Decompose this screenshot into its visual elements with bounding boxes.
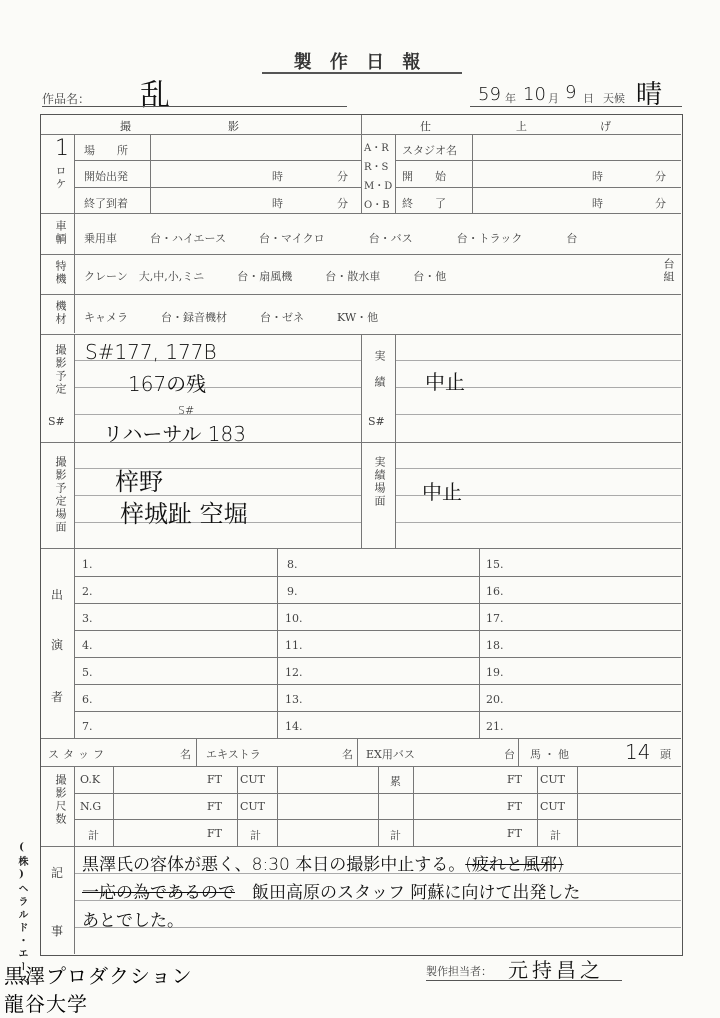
cast-10: 10. [285,612,303,625]
start-hour: 時 [272,170,283,183]
notes-line-1-text: 黒澤氏の容体が悪く、8:30 本日の撮影中止する。 [82,855,466,875]
place-line-2: 梓城趾 空堀 [120,500,248,528]
notes-line-1-struck: (疲れと風邪) [465,855,564,875]
special-label: 特機 [54,260,67,286]
year-value: 59 [478,84,501,105]
cum-ok-cut: CUT [540,773,566,786]
watermark-line-1: 黒澤プロダクション [4,964,193,988]
start2-minute: 分 [655,170,666,183]
cast-16: 16. [486,585,504,598]
equipment-items: キャメラ 台・録音機材 台・ゼネ KW・他 [84,311,379,324]
notes-line-2-text: 飯田高原のスタッフ 阿蘇に向けて出発した [252,883,581,903]
cast-1: 1. [82,558,93,571]
cast-5: 5. [82,666,93,679]
ars-2: R・S [364,162,389,173]
equipment-label: 機材 [54,300,67,326]
bus-label: EX用バス [366,748,415,761]
cast-14: 14. [285,720,303,733]
month-unit: 月 [548,92,559,105]
cum-ok-ft: FT [507,773,522,786]
notes-label-2: 事 [51,924,64,938]
cum-label: 累 [390,775,401,788]
staff-label: スタッフ [48,748,108,761]
cum-total-cut: 計 [550,829,561,842]
loc-number: 1 [55,136,69,161]
extra-unit: 名 [342,748,353,761]
cast-18: 18. [486,639,504,652]
start2-label: 開 始 [402,170,446,183]
horse-count: 14 [625,740,651,764]
bus-unit: 台 [504,748,515,761]
end-hour: 時 [272,197,283,210]
notes-line-2-struck: 一応の為であるので [82,883,235,903]
day-value: 9 [565,82,577,103]
notes-line-3: あとでした。 [82,911,184,931]
schedule-line-3: リハーサル 183 [103,422,246,446]
cast-12: 12. [285,666,303,679]
cast-19: 19. [486,666,504,679]
cast-label-1: 出 [51,588,64,602]
reporter-label: 製作担当者： [426,965,492,978]
weather-label: 天候 [603,92,625,105]
schedule-label: 撮影予定 [54,344,67,396]
actual-snum: S# [368,415,385,428]
notes-line-2 [82,878,580,903]
ng-cut: CUT [240,800,266,813]
cast-4: 4. [82,639,93,652]
actual-label: 実 績 [373,350,386,389]
cast-21: 21. [486,720,504,733]
extra-label: エキストラ [206,748,261,761]
cum-ng-ft: FT [507,800,522,813]
special-unit: 台組 [662,258,675,284]
end2-hour: 時 [592,197,603,210]
footage-label: 撮影尺数 [54,774,67,826]
ng-label: N.G [80,800,102,813]
schedule-line-3-sup: S# [178,404,195,417]
company-vertical: (株)ヘラルド・エース [16,842,27,987]
schedule-snum: S# [48,415,65,428]
watermark-line-2: 龍谷大学 [4,992,88,1016]
cast-label-3: 者 [51,690,64,704]
total-label: 計 [88,829,99,842]
start2-hour: 時 [592,170,603,183]
studio-label: スタジオ名 [402,144,457,157]
weather-value: 晴 [636,80,663,110]
cast-17: 17. [486,612,504,625]
day-unit: 日 [583,92,594,105]
cum-total-ft: FT [507,827,522,840]
ars-4: O・B [364,200,390,211]
ok-label: O.K [80,773,101,786]
month-value: 10 [523,84,546,105]
ars-3: M・D [364,181,393,192]
start-minute: 分 [337,170,348,183]
ok-ft: FT [207,773,222,786]
place-line-1: 梓野 [115,468,163,496]
notes-line-1 [82,850,564,875]
shoot-header: 撮 影 [120,120,240,133]
reporter-value: 元持昌之 [508,958,604,982]
ars-1: A・R [364,143,389,154]
start-label: 開始出発 [84,170,128,183]
total-cut: 計 [250,829,261,842]
schedule-line-2: 167の残 [128,372,207,396]
cast-label-2: 演 [51,638,64,652]
place-actual-label: 実績場面 [373,456,386,508]
year-unit: 年 [505,92,516,105]
ng-ft: FT [207,800,222,813]
ok-cut: CUT [240,773,266,786]
cast-8: 8. [287,558,298,571]
total-ft: FT [207,827,222,840]
horse-unit: 頭 [660,748,671,761]
work-name-value: 乱 [140,78,170,113]
cast-11: 11. [285,639,303,652]
place-label: 場 所 [84,144,128,157]
vehicles-label: 車輌 [54,220,67,246]
finish-header: 仕 上 げ [420,120,612,133]
cast-15: 15. [486,558,504,571]
loc-label: ロケ [54,165,67,191]
total2-label: 計 [390,829,401,842]
special-items: クレーン 大,中,小,ミニ 台・扇風機 台・散水車 台・他 [84,270,447,283]
place-schedule-label: 撮影予定場面 [54,456,67,534]
cast-20: 20. [486,693,504,706]
cast-9: 9. [287,585,298,598]
notes-label-1: 記 [51,866,64,880]
work-name-label: 作品名： [42,92,91,106]
cast-7: 7. [82,720,93,733]
horse-label: 馬・他 [530,748,572,761]
actual-value: 中止 [425,370,465,394]
end2-minute: 分 [655,197,666,210]
schedule-line-1: S#177, 177B [85,340,217,364]
end-label: 終了到着 [84,197,128,210]
end2-label: 終 了 [402,197,446,210]
cast-6: 6. [82,693,93,706]
page-title: 製 作 日 報 [293,52,427,73]
place-actual-value: 中止 [422,480,462,504]
cast-2: 2. [82,585,93,598]
vehicles-items: 乗用車 台・ハイエース 台・マイクロ 台・バス 台・トラック 台 [84,232,578,245]
cast-13: 13. [285,693,303,706]
cum-ng-cut: CUT [540,800,566,813]
cast-3: 3. [82,612,93,625]
staff-unit: 名 [180,748,191,761]
end-minute: 分 [337,197,348,210]
